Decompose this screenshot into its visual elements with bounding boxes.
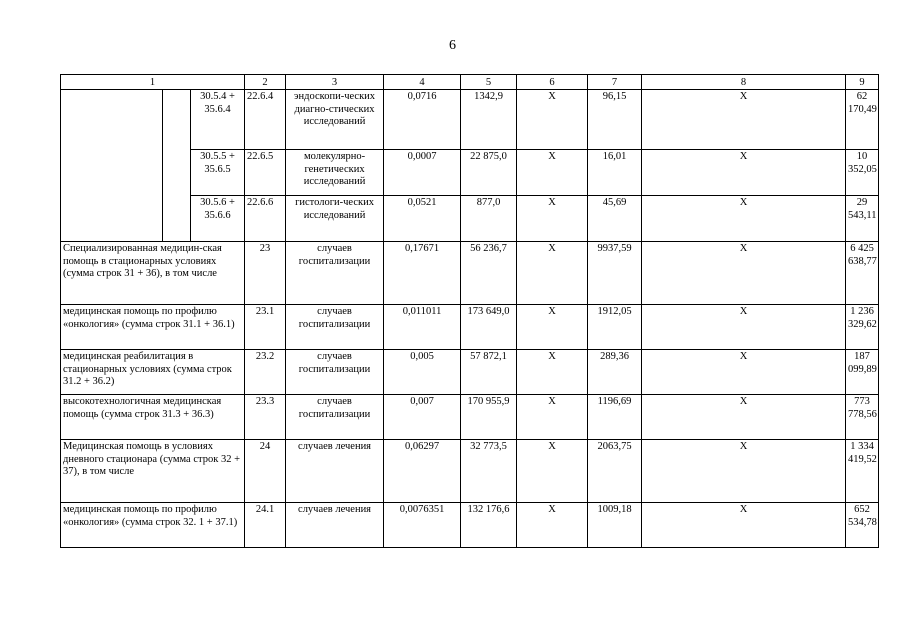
value-cell-8: Х bbox=[642, 440, 846, 503]
value-cell-9: 652 534,78 bbox=[846, 503, 879, 548]
value-cell-5: 170 955,9 bbox=[461, 395, 517, 440]
header-cell-9: 9 bbox=[846, 75, 879, 90]
value-cell-4: 0,0521 bbox=[384, 196, 461, 242]
row-name-cell: Специализированная медицин-ская помощь в стационарных условиях (сумма строк 31 + 36), в том числе bbox=[61, 242, 245, 305]
value-cell-4: 0,007 bbox=[384, 395, 461, 440]
header-cell-3: 3 bbox=[286, 75, 384, 90]
value-cell-7: 96,15 bbox=[588, 90, 642, 150]
value-cell-5: 56 236,7 bbox=[461, 242, 517, 305]
value-cell-8: Х bbox=[642, 90, 846, 150]
code-cell: 30.5.4 + 35.6.4 bbox=[191, 90, 245, 150]
value-cell-6: Х bbox=[517, 305, 588, 350]
row-name-cell: высокотехнологичная медицинская помощь (сумма строк 31.3 + 36.3) bbox=[61, 395, 245, 440]
header-cell-6: 6 bbox=[517, 75, 588, 90]
value-cell-6: Х bbox=[517, 242, 588, 305]
header-cell-5: 5 bbox=[461, 75, 517, 90]
value-cell-7: 45,69 bbox=[588, 196, 642, 242]
header-cell-8: 8 bbox=[642, 75, 846, 90]
table-row bbox=[61, 350, 879, 395]
header-cell-4: 4 bbox=[384, 75, 461, 90]
value-cell-7: 289,36 bbox=[588, 350, 642, 395]
code-cell: 30.5.6 + 35.6.6 bbox=[191, 196, 245, 242]
value-cell-5: 173 649,0 bbox=[461, 305, 517, 350]
unit-cell: случаев лечения bbox=[286, 440, 384, 503]
value-cell-6: Х bbox=[517, 395, 588, 440]
value-cell-8: Х bbox=[642, 305, 846, 350]
row-number-cell: 22.6.6 bbox=[245, 196, 286, 242]
table-row bbox=[61, 90, 879, 150]
value-cell-8: Х bbox=[642, 350, 846, 395]
value-cell-6: Х bbox=[517, 150, 588, 196]
value-cell-6: Х bbox=[517, 503, 588, 548]
header-cell-1: 1 bbox=[61, 75, 245, 90]
value-cell-9: 6 425 638,77 bbox=[846, 242, 879, 305]
value-cell-8: Х bbox=[642, 503, 846, 548]
value-cell-4: 0,0716 bbox=[384, 90, 461, 150]
value-cell-5: 877,0 bbox=[461, 196, 517, 242]
row-number-cell: 23.1 bbox=[245, 305, 286, 350]
value-cell-4: 0,0076351 bbox=[384, 503, 461, 548]
row-number-cell: 22.6.5 bbox=[245, 150, 286, 196]
value-cell-6: Х bbox=[517, 350, 588, 395]
code-cell: 30.5.5 + 35.6.5 bbox=[191, 150, 245, 196]
unit-cell: гистологи-ческих исследований bbox=[286, 196, 384, 242]
row-number-cell: 24 bbox=[245, 440, 286, 503]
value-cell-4: 0,011011 bbox=[384, 305, 461, 350]
value-cell-5: 57 872,1 bbox=[461, 350, 517, 395]
value-cell-5: 1342,9 bbox=[461, 90, 517, 150]
table-row bbox=[61, 440, 879, 503]
row-name-cell: медицинская реабилитация в стационарных условиях (сумма строк 31.2 + 36.2) bbox=[61, 350, 245, 395]
value-cell-5: 132 176,6 bbox=[461, 503, 517, 548]
value-cell-5: 32 773,5 bbox=[461, 440, 517, 503]
row-name-cell: медицинская помощь по профилю «онкология» (сумма строк 32. 1 + 37.1) bbox=[61, 503, 245, 548]
unit-cell: случаев госпитализации bbox=[286, 350, 384, 395]
row-number-cell: 23.2 bbox=[245, 350, 286, 395]
page-number: 6 bbox=[449, 38, 456, 53]
value-cell-9: 10 352,05 bbox=[846, 150, 879, 196]
value-cell-4: 0,17671 bbox=[384, 242, 461, 305]
value-cell-9: 773 778,56 bbox=[846, 395, 879, 440]
value-cell-6: Х bbox=[517, 196, 588, 242]
value-cell-7: 1009,18 bbox=[588, 503, 642, 548]
value-cell-8: Х bbox=[642, 395, 846, 440]
row-number-cell: 23.3 bbox=[245, 395, 286, 440]
empty-merged-cell bbox=[163, 90, 191, 242]
table-row bbox=[61, 242, 879, 305]
table-row bbox=[61, 503, 879, 548]
value-cell-9: 187 099,89 bbox=[846, 350, 879, 395]
header-cell-2: 2 bbox=[245, 75, 286, 90]
value-cell-9: 1 334 419,52 bbox=[846, 440, 879, 503]
value-cell-9: 1 236 329,62 bbox=[846, 305, 879, 350]
data-table bbox=[60, 74, 879, 548]
table-row bbox=[61, 305, 879, 350]
value-cell-7: 2063,75 bbox=[588, 440, 642, 503]
row-number-cell: 22.6.4 bbox=[245, 90, 286, 150]
table-row bbox=[61, 395, 879, 440]
value-cell-4: 0,005 bbox=[384, 350, 461, 395]
unit-cell: случаев госпитализации bbox=[286, 242, 384, 305]
unit-cell: случаев лечения bbox=[286, 503, 384, 548]
value-cell-9: 29 543,11 bbox=[846, 196, 879, 242]
unit-cell: эндоскопи-ческих диагно-стических исследований bbox=[286, 90, 384, 150]
value-cell-6: Х bbox=[517, 440, 588, 503]
row-number-cell: 24.1 bbox=[245, 503, 286, 548]
value-cell-7: 1196,69 bbox=[588, 395, 642, 440]
empty-merged-cell bbox=[61, 90, 163, 242]
unit-cell: случаев госпитализации bbox=[286, 395, 384, 440]
value-cell-8: Х bbox=[642, 196, 846, 242]
unit-cell: молекулярно-генетических исследований bbox=[286, 150, 384, 196]
value-cell-4: 0,0007 bbox=[384, 150, 461, 196]
header-cell-7: 7 bbox=[588, 75, 642, 90]
value-cell-4: 0,06297 bbox=[384, 440, 461, 503]
row-number-cell: 23 bbox=[245, 242, 286, 305]
value-cell-8: Х bbox=[642, 242, 846, 305]
value-cell-6: Х bbox=[517, 90, 588, 150]
value-cell-7: 1912,05 bbox=[588, 305, 642, 350]
row-name-cell: медицинская помощь по профилю «онкология» (сумма строк 31.1 + 36.1) bbox=[61, 305, 245, 350]
header-row bbox=[61, 75, 879, 90]
unit-cell: случаев госпитализации bbox=[286, 305, 384, 350]
value-cell-5: 22 875,0 bbox=[461, 150, 517, 196]
value-cell-9: 62 170,49 bbox=[846, 90, 879, 150]
row-name-cell: Медицинская помощь в условиях дневного стационара (сумма строк 32 + 37), в том числе bbox=[61, 440, 245, 503]
value-cell-7: 16,01 bbox=[588, 150, 642, 196]
value-cell-7: 9937,59 bbox=[588, 242, 642, 305]
value-cell-8: Х bbox=[642, 150, 846, 196]
